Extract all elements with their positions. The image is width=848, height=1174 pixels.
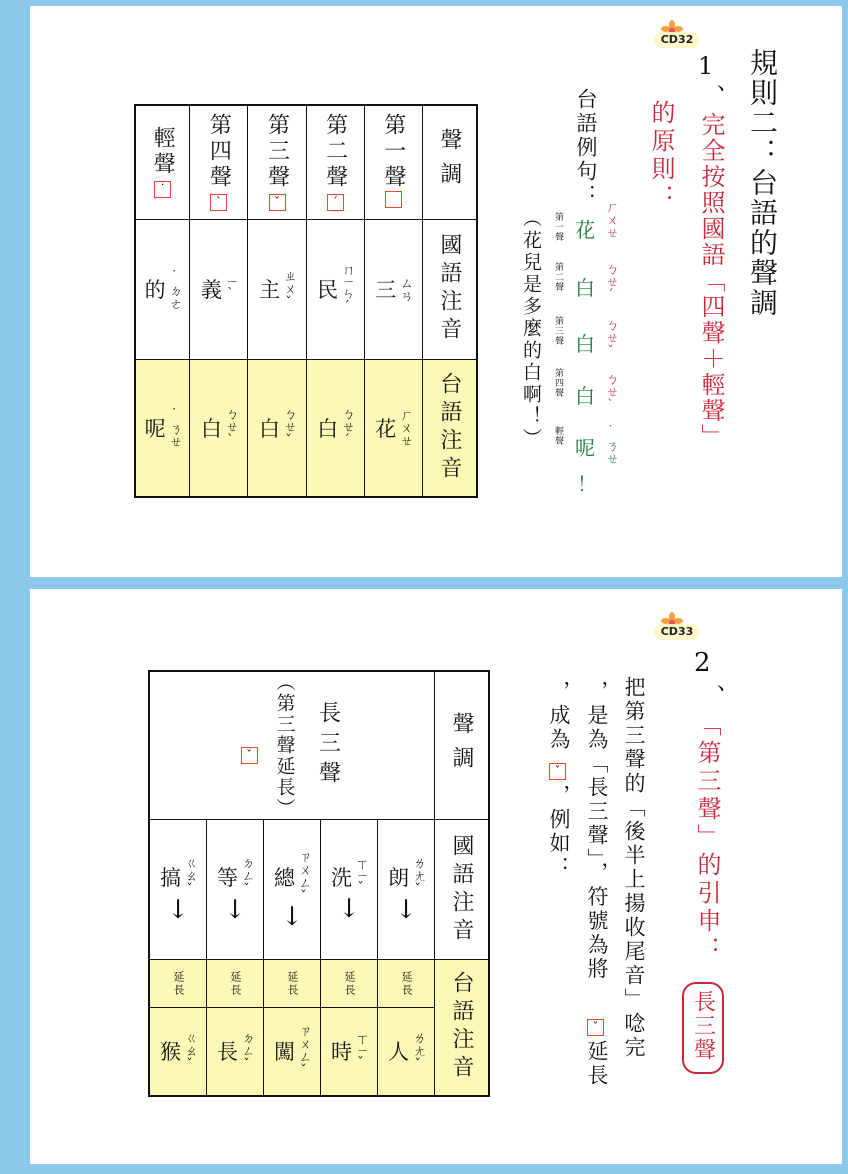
tone-mark-box: ˊ [327, 194, 344, 211]
taiwanese-example-2: 時 ㄒㄧˇ [321, 1008, 378, 1096]
example-zhuyin-2: ㄅㄝˊ [603, 262, 618, 303]
taiwanese-example-3: 白 ㄅㄝˇ [248, 359, 306, 497]
example-zhuyin-3: ㄅㄝˇ [603, 318, 618, 359]
mandarin-example-2: 民 ㄇㄧㄣˊ [306, 219, 364, 359]
extend-label: 延長 [321, 960, 378, 1008]
rule2-body-col2-tail: 延長 [585, 1040, 609, 1088]
example-char-1: 花 [575, 218, 595, 242]
rule1-separator: 、 [697, 84, 725, 108]
example-tone-1: 第一聲 [553, 212, 563, 242]
extend-label: 延長 [149, 960, 207, 1008]
mandarin-example-light: 的 ˙ㄉㄜ [135, 219, 190, 359]
example-zhuyin-1: ㄏㄨㄝ [603, 200, 618, 239]
example-tone-2: 第二聲 [553, 262, 563, 292]
arrow-down-icon: ↓ [338, 893, 360, 924]
tone-cell-4: 第四聲 ˋ [190, 105, 248, 219]
long-third-header: ˇ （第三聲延長） 長三聲 [149, 671, 435, 820]
tone-table-2 [148, 670, 490, 1097]
mandarin-example-2: 洗 ㄒㄧˇ ↓ [321, 820, 378, 960]
mandarin-example-4: 等 ㄉㄥˇ ↓ [207, 820, 264, 960]
mandarin-example-3: 總 ㄗㄨㄥˇ ↓ [264, 820, 321, 960]
header-tone: 聲調 [435, 671, 489, 820]
rule2-heading: 「第三聲」的引申： [693, 712, 721, 964]
arrow-down-icon: ↓ [281, 901, 303, 932]
tone-mark-box: ˇ [241, 747, 258, 764]
tone-cell-1: 第一聲 [364, 105, 422, 219]
example-sentence [575, 200, 625, 500]
extend-label: 延長 [264, 960, 321, 1008]
header-mandarin: 國語注音 [422, 219, 477, 359]
cd-badge-1: CD32 [654, 20, 700, 48]
frame-bottom-border [30, 1164, 848, 1174]
header-taiwanese: 台語注音 [422, 359, 477, 497]
cd-badge-2: CD33 [654, 612, 700, 640]
tone-mark-box [385, 191, 402, 208]
mandarin-example-3: 主 ㄓㄨˇ [248, 219, 306, 359]
taiwanese-example-1: 人 ㄌㄤˇ [378, 1008, 435, 1096]
header-taiwanese: 台語注音 [435, 960, 489, 1096]
rule2-separator: 、 [697, 684, 725, 708]
example-char-4: 白 [575, 384, 595, 408]
header-mandarin: 國語注音 [435, 820, 489, 960]
tone-mark-box: ˇ [587, 1019, 604, 1036]
arrow-down-icon: ↓ [224, 895, 246, 925]
example-tone-5: 輕聲 [553, 426, 563, 446]
rule2-body-col1: 把第三聲的「後半上揚收尾音」唸完 [622, 676, 646, 1060]
example-char-3: 白 [575, 332, 595, 356]
example-tone-3: 第三聲 [553, 316, 563, 346]
arrow-down-icon: ↓ [395, 895, 417, 925]
taiwanese-example-4: 白 ㄅㄝˋ [190, 359, 248, 497]
tone-mark-box: ˙ [154, 181, 171, 198]
extend-label: 延長 [378, 960, 435, 1008]
example-char-5: 呢 [575, 436, 595, 460]
taiwanese-example-2: 白 ㄅㄝˊ [306, 359, 364, 497]
example-translation: （花兒是多麼的白啊！） [520, 208, 542, 450]
header-tone: 聲調 [422, 105, 477, 219]
tone-cell-3: 第三聲 ˇ [248, 105, 306, 219]
example-char-2: 白 [575, 276, 595, 300]
mandarin-example-1: 朗 ㄌㄤˇ ↓ [378, 820, 435, 960]
example-zhuyin-5: ˙ㄋㄝ [603, 424, 618, 465]
taiwanese-example-5: 猴 ㄍㄠˇ [149, 1008, 207, 1096]
example-zhuyin-4: ㄅㄝˋ [603, 372, 618, 413]
long-third-pill: 長三聲 [682, 982, 724, 1074]
rule2-body-col2: ，是為「長三聲」，符號為將 [585, 680, 609, 982]
tone-mark-box: ˋ [210, 194, 227, 211]
frame-right-border [842, 0, 848, 1174]
tone-cell-2: 第二聲 ˊ [306, 105, 364, 219]
example-tone-4: 第四聲 [553, 368, 563, 398]
taiwanese-example-3: 闖 ㄗㄨㄥˇ [264, 1008, 321, 1096]
tone-cell-light: 輕聲 ˙ [135, 105, 190, 219]
taiwanese-example-1: 花 ㄏㄨㄝ [364, 359, 422, 497]
mandarin-example-1: 三 ㄙㄢ [364, 219, 422, 359]
tone-mark-box: ˇ [549, 763, 566, 780]
rule1-number: 1 [698, 52, 714, 80]
rule2-number: 2 [694, 648, 711, 678]
rule1-line2: 的原則： [647, 100, 675, 212]
tone-mark-box: ˇ [269, 194, 286, 211]
extend-label: 延長 [207, 960, 264, 1008]
arrow-down-icon: ↓ [167, 895, 189, 925]
tone-table-1 [134, 104, 478, 498]
frame-left-border [0, 0, 30, 1174]
taiwanese-example-light: 呢 ˙ㄋㄝ [135, 359, 190, 497]
rule2-body-col3-tail: ，例如： [547, 784, 571, 880]
mandarin-example-5: 搞 ㄍㄠˇ ↓ [149, 820, 207, 960]
frame-middle-divider [30, 577, 848, 589]
taiwanese-example-4: 長 ㄉㄥˇ [207, 1008, 264, 1096]
rule2-body-col3: ，成為 [547, 680, 571, 752]
example-label: 台語例句： [574, 88, 598, 208]
mandarin-example-4: 義 ㄧˋ [190, 219, 248, 359]
example-char-6: ！ [577, 472, 597, 496]
section1-title: 規則二：台語的聲調 [746, 48, 779, 318]
rule1-line1: 完全按照國語「四聲＋輕聲」 [697, 112, 725, 450]
frame-top-border [30, 0, 848, 6]
